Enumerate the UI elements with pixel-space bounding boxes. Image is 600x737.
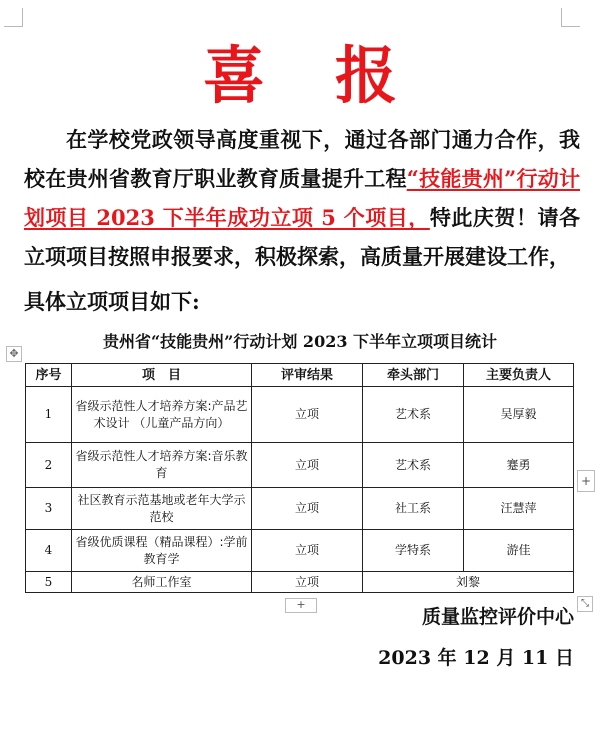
table-row bbox=[26, 530, 574, 572]
table-row bbox=[26, 443, 574, 488]
cell-dept[interactable]: 艺术系 bbox=[363, 443, 464, 488]
cell-dept[interactable]: 社工系 bbox=[363, 488, 464, 530]
cell-project[interactable]: 省级示范性人才培养方案:产品艺术设计 （儿童产品方向） bbox=[72, 387, 252, 443]
table-header-row bbox=[26, 364, 574, 387]
page-corner-mark-top-left bbox=[4, 8, 23, 27]
page-corner-mark-top-right bbox=[561, 8, 580, 27]
intro-line: 具体立项项目如下: bbox=[24, 289, 200, 314]
header-dept: 牵头部门 bbox=[363, 364, 464, 387]
paragraph-text-start: 在学校党政领导高度重视下，通过各部门通力合作，我校在贵州省教育厅职业教育质量提升工程 bbox=[24, 127, 580, 191]
cell-project[interactable]: 省级示范性人才培养方案:音乐教育 bbox=[72, 443, 252, 488]
header-no: 序号 bbox=[26, 364, 72, 387]
cell-lead[interactable]: 吴厚毅 bbox=[464, 387, 574, 443]
cell-result[interactable]: 立项 bbox=[252, 443, 363, 488]
signature-date: 2023 年 12 月 11 日 bbox=[378, 647, 574, 669]
cell-dept[interactable]: 学特系 bbox=[363, 530, 464, 572]
header-project: 项 目 bbox=[72, 364, 252, 387]
table-row bbox=[26, 488, 574, 530]
cell-lead[interactable]: 蹇勇 bbox=[464, 443, 574, 488]
add-column-button[interactable]: + bbox=[577, 470, 595, 492]
add-row-button[interactable]: + bbox=[285, 598, 317, 613]
cell-result[interactable]: 立项 bbox=[252, 488, 363, 530]
cell-result[interactable]: 立项 bbox=[252, 387, 363, 443]
table-row bbox=[26, 572, 574, 593]
header-result: 评审结果 bbox=[252, 364, 363, 387]
project-table bbox=[25, 363, 574, 593]
paragraph-text-end: 特此庆贺！请各立项项目按照申报要求，积极探索，高质量开展建设工作， bbox=[24, 205, 580, 269]
signature-org: 质量监控评价中心 bbox=[421, 606, 574, 628]
cell-project[interactable]: 社区教育示范基地或老年大学示范校 bbox=[72, 488, 252, 530]
cell-no[interactable]: 2 bbox=[26, 443, 72, 488]
cell-lead[interactable]: 游佳 bbox=[464, 530, 574, 572]
cell-result[interactable]: 立项 bbox=[252, 530, 363, 572]
cell-dept-lead-merged[interactable]: 刘黎 bbox=[363, 572, 574, 593]
cell-lead[interactable]: 汪慧萍 bbox=[464, 488, 574, 530]
table-resize-handle-icon[interactable]: ⤡ bbox=[577, 596, 593, 612]
header-lead: 主要负责人 bbox=[464, 364, 574, 387]
announcement-paragraph bbox=[24, 120, 580, 276]
cell-no[interactable]: 1 bbox=[26, 387, 72, 443]
cell-result[interactable]: 立项 bbox=[252, 572, 363, 593]
cell-dept[interactable]: 艺术系 bbox=[363, 387, 464, 443]
page-title: 喜报 bbox=[202, 39, 467, 112]
cell-no[interactable]: 3 bbox=[26, 488, 72, 530]
paragraph-highlight: “技能贵州”行动计划项目 2023 下半年成功立项 5 个项目， bbox=[24, 166, 580, 230]
cell-no[interactable]: 5 bbox=[26, 572, 72, 593]
table-title: 贵州省“技能贵州”行动计划 2023 下半年立项项目统计 bbox=[102, 332, 498, 351]
table-row bbox=[26, 387, 574, 443]
cell-project[interactable]: 名师工作室 bbox=[72, 572, 252, 593]
cell-no[interactable]: 4 bbox=[26, 530, 72, 572]
table-move-handle-icon[interactable]: ✥ bbox=[6, 346, 22, 362]
cell-project[interactable]: 省级优质课程（精品课程）:学前教育学 bbox=[72, 530, 252, 572]
